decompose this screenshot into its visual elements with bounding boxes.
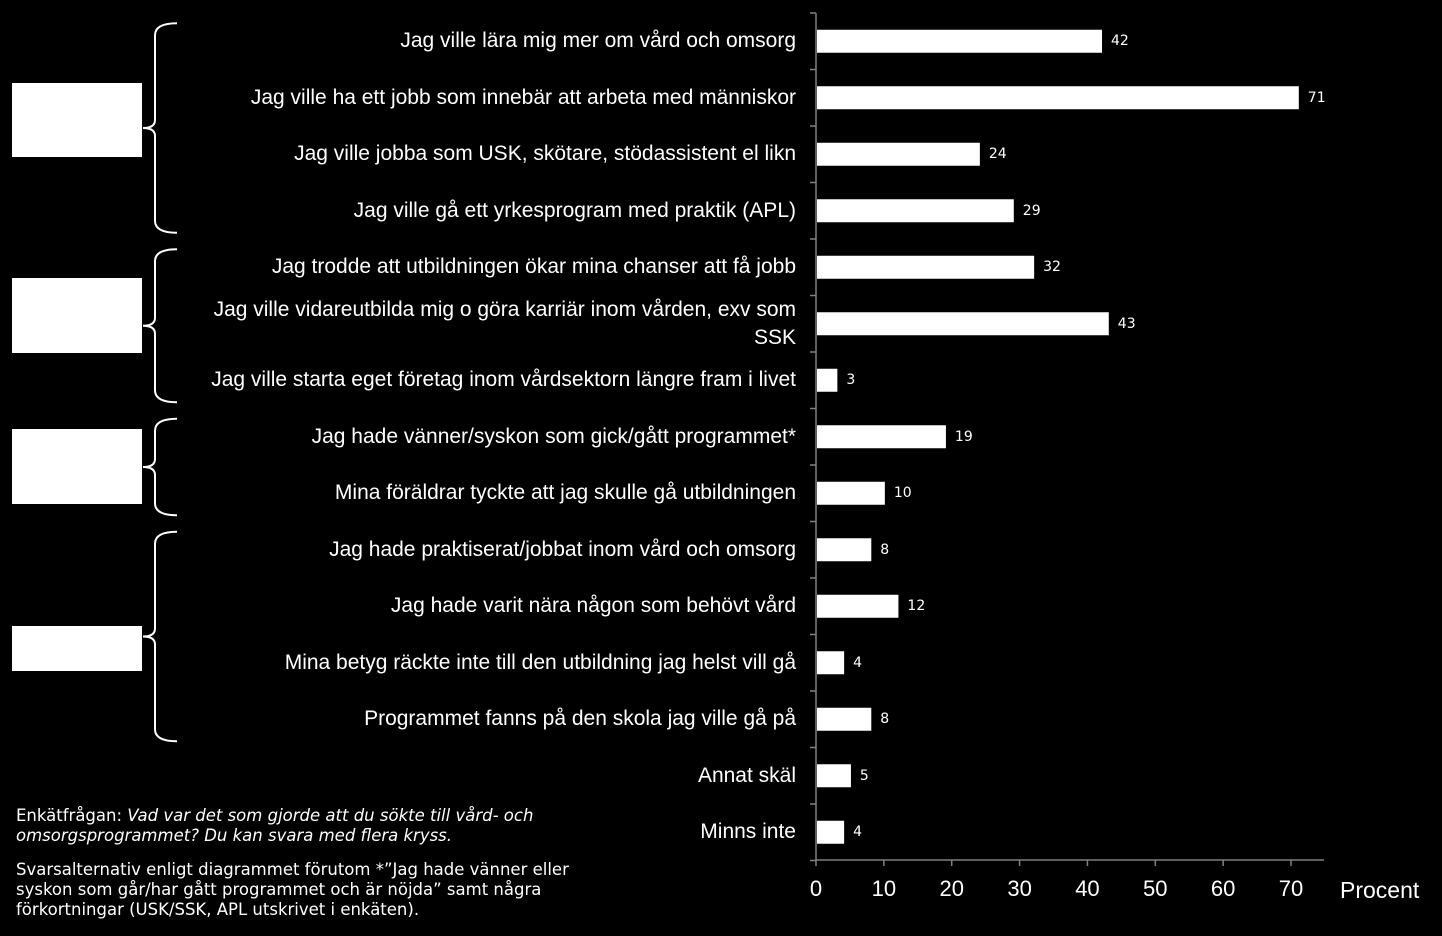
data-label: 4 [853,654,863,671]
x-axis-title: Procent [1340,877,1420,903]
bar [817,538,871,561]
x-tick-label: 10 [871,876,897,901]
category-label: Jag ville lära mig mer om vård och omsorg [400,29,796,53]
survey-question-note [16,806,626,846]
x-tick-label: 0 [809,876,823,901]
bar [817,199,1014,222]
survey-question-prefix: Enkätfrågan: [16,806,128,825]
data-label: 5 [859,767,869,784]
bar [817,708,871,731]
data-label: 24 [988,146,1007,163]
data-label: 43 [1117,315,1136,332]
category-label: Jag ville jobba som USK, skötare, stödassistent el likn [294,142,796,166]
group-box-2 [12,278,142,353]
data-label: 32 [1043,259,1061,276]
category-label: Jag hade praktiserat/jobbat inom vård och omsorg [329,537,796,561]
x-tick-label: 30 [1007,876,1032,901]
category-label: Annat skäl [697,763,796,787]
group-brace [143,419,177,516]
data-label: 4 [853,824,863,841]
category-label: Minns inte [700,820,796,844]
category-label: Mina betyg räckte inte till den utbildning jag helst vill gå [284,650,796,674]
data-label: 71 [1307,89,1326,106]
answer-options-note: Svarsalternativ enligt diagrammet förutom *”Jag hade vänner eller syskon som går/har gått programmet och är nöjda” samt några förkortningar (USK/SSK, APL utskrivet i enkäten). [16,860,569,919]
bar [817,595,898,618]
bar [817,821,844,844]
data-label: 8 [880,541,890,558]
bar [817,30,1102,53]
category-label: Mina föräldrar tyckte att jag skulle gå utbildningen [334,481,796,505]
x-tick-label: 40 [1075,876,1100,901]
x-tick-label: 70 [1278,876,1304,901]
bar [817,369,837,392]
category-label: Jag trodde att utbildningen ökar mina chanser att få jobb [271,255,796,279]
x-tick-label: 50 [1143,876,1168,901]
group-brace [143,532,177,742]
survey-question-text: Vad var det som gjorde att du sökte till vård- och omsorgsprogrammet? Du kan svara med flera kryss. [16,806,534,845]
category-label: Jag ville vidareutbilda mig o göra karriär inom vården, exv som SSK [213,297,796,349]
bar [817,143,980,166]
data-label: 12 [907,598,926,615]
group-box-4 [12,626,142,671]
bar [817,312,1109,335]
group-box-3 [12,429,142,504]
bar [817,482,885,505]
group-box-1 [12,83,142,157]
bar [817,256,1034,279]
x-tick-label: 60 [1210,876,1236,901]
category-label: Jag ville gå ett yrkesprogram med praktik (APL) [353,198,796,222]
data-label: 19 [954,428,973,445]
category-label: Jag ville ha ett jobb som innebär att arbeta med människor [250,85,796,109]
category-label: Jag hade vänner/syskon som gick/gått programmet* [311,424,796,448]
category-label: Programmet fanns på den skola jag ville gå på [364,707,796,731]
category-label: Jag ville starta eget företag inom vårdsektorn längre fram i livet [211,368,796,392]
group-brace [143,23,177,233]
data-label: 8 [880,711,890,728]
category-label: Jag hade varit nära någon som behövt vård [390,594,796,618]
data-label: 42 [1111,33,1129,50]
data-label: 29 [1022,202,1041,219]
data-label: 10 [893,485,912,502]
bar [817,764,851,787]
x-tick-label: 20 [939,876,964,901]
data-label: 3 [846,372,856,389]
bar [817,86,1299,109]
bar [817,651,844,674]
bar [817,425,946,448]
